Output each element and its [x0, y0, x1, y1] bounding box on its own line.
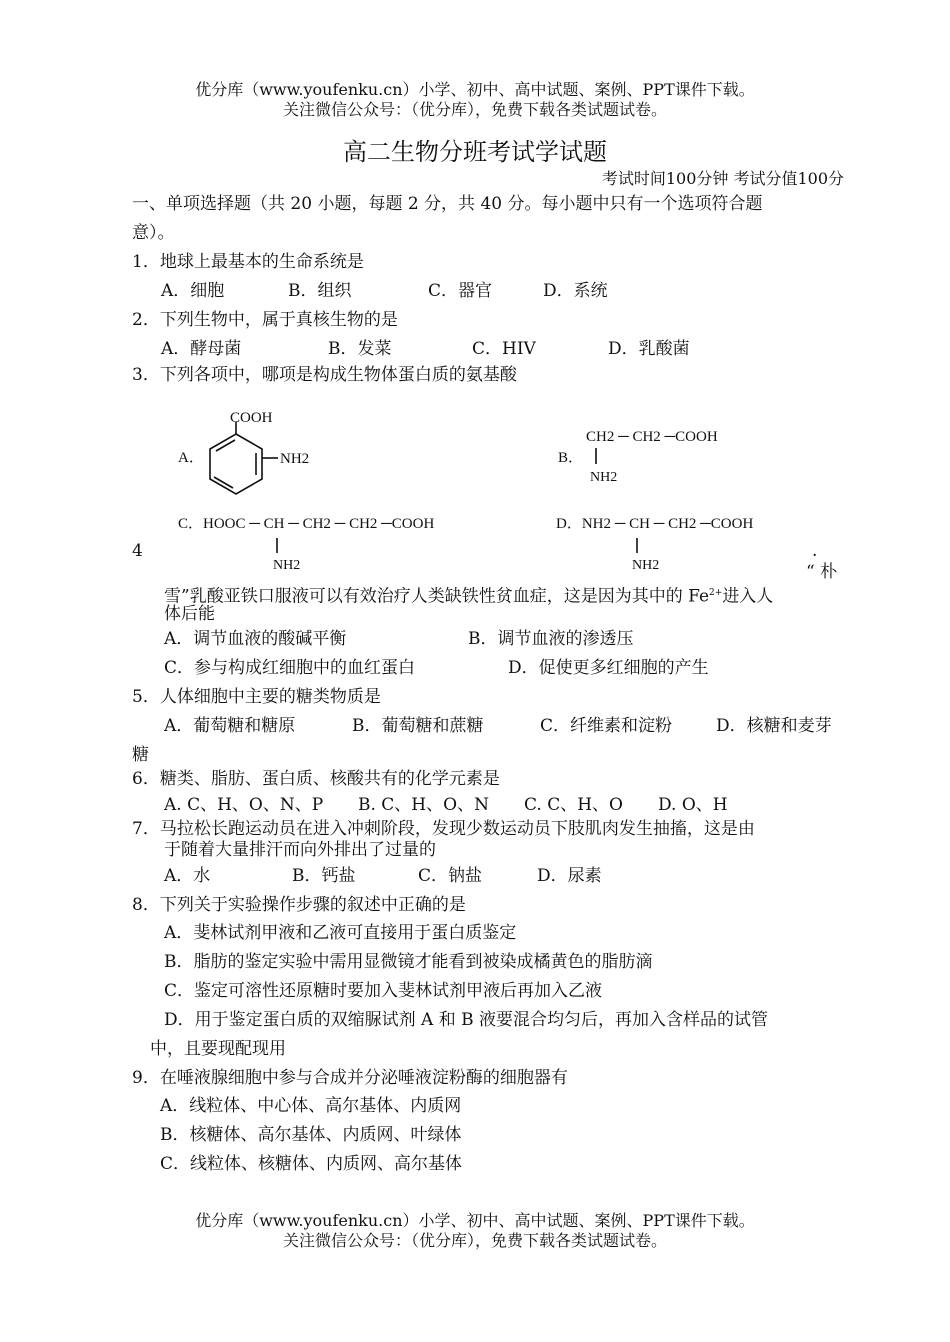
q5-option-c: C．纤维素和淀粉 — [540, 716, 673, 736]
q5-option-a: A．葡萄糖和糖原 — [164, 716, 296, 736]
q3-b-label: B． — [558, 450, 584, 466]
footer-line-1: 优分库（www.youfenku.cn）小学、初中、高中试题、案例、PPT课件下载。 — [195, 1211, 755, 1230]
q9-option-c: C．线粒体、核糖体、内质网、高尔基体 — [160, 1154, 463, 1174]
header-line-2: 关注微信公众号：（优分库），免费下载各类试题试卷。 — [282, 100, 667, 119]
q7-option-b: B．钙盐 — [292, 866, 356, 886]
q9-option-b: B．核糖体、高尔基体、内质网、叶绿体 — [160, 1125, 462, 1145]
q2-option-a: A．酵母菌 — [161, 339, 242, 359]
q6-option-c: C. C、H、O — [524, 795, 623, 815]
page-title: 高二生物分班考试学试题 — [343, 138, 607, 166]
q5-option-d-continued: 糖 — [132, 745, 149, 765]
q2-stem: 2．下列生物中，属于真核生物的是 — [132, 310, 398, 330]
q1-stem: 1．地球上最基本的生命系统是 — [132, 252, 364, 272]
q7-stem-line-1: 7．马拉松长跑运动员在进入冲刺阶段，发现少数运动员下肢肌肉发生抽搐，这是由 — [132, 819, 755, 839]
q3-d-nh2: NH2 — [632, 558, 660, 573]
q3-c-chain: C．HOOC ─ CH ─ CH2 ─ CH2 ─COOH — [178, 516, 435, 532]
q3-c-nh2: NH2 — [273, 558, 301, 573]
q1-option-a: A．细胞 — [161, 281, 225, 301]
q7-option-d: D．尿素 — [537, 866, 602, 886]
q4-quote: “ 朴 — [806, 562, 838, 582]
exam-meta: 考试时间100分钟 考试分值100分 — [601, 169, 844, 188]
q2-option-c: C．HIV — [472, 339, 536, 359]
q4-option-d: D．促使更多红细胞的产生 — [508, 658, 709, 678]
footer-line-2: 关注微信公众号：（优分库），免费下载各类试题试卷。 — [282, 1231, 667, 1250]
q1-option-d: D．系统 — [543, 281, 608, 301]
q4-stem-line-2: 体后能 — [164, 604, 215, 624]
q3-stem: 3．下列各项中，哪项是构成生物体蛋白质的氨基酸 — [132, 365, 517, 385]
q4-stem-part-a: 雪”乳酸亚铁口服液可以有效治疗人类缺铁性贫血症，这是因为其中的 Fe — [164, 586, 710, 607]
q6-option-b: B. C、H、O、N — [358, 795, 489, 815]
q7-stem-line-2: 于随着大量排汗而向外排出了过量的 — [164, 840, 436, 860]
q8-option-c: C．鉴定可溶性还原糖时要加入斐林试剂甲液后再加入乙液 — [164, 981, 603, 1001]
q1-option-b: B．组织 — [288, 281, 352, 301]
q4-option-a: A．调节血液的酸碱平衡 — [164, 629, 347, 649]
section-heading-line-1: 一、单项选择题（共 20 小题，每题 2 分，共 40 分。每小题中只有一个选项符合题 — [132, 194, 763, 214]
benzene-ring-icon — [210, 422, 278, 494]
q8-option-d-continued: 中，且要现配现用 — [150, 1039, 286, 1059]
q7-option-a: A．水 — [164, 866, 211, 886]
q3-d-chain: D．NH2 ─ CH ─ CH2 ─COOH — [556, 516, 754, 532]
q4-dot: . — [812, 541, 818, 561]
q4-option-b: B．调节血液的渗透压 — [468, 629, 634, 649]
q4-number: 4 — [132, 541, 143, 561]
section-heading-line-2: 意）。 — [132, 223, 175, 243]
q2-option-b: B．发菜 — [328, 339, 392, 359]
q6-option-d: D. O、H — [658, 795, 728, 815]
q3-b-nh2: NH2 — [590, 470, 618, 485]
q1-option-c: C．器官 — [428, 281, 493, 301]
q8-option-d: D．用于鉴定蛋白质的双缩脲试剂 A 和 B 液要混合均匀后，再加入含样品的试管 — [164, 1010, 769, 1030]
q4-stem-line-1 — [164, 582, 773, 608]
q8-option-b: B．脂肪的鉴定实验中需用显微镜才能看到被染成橘黄色的脂肪滴 — [164, 952, 653, 972]
q8-stem: 8．下列关于实验操作步骤的叙述中正确的是 — [132, 895, 466, 915]
q8-option-a: A．斐林试剂甲液和乙液可直接用于蛋白质鉴定 — [164, 923, 517, 943]
q7-option-c: C．钠盐 — [418, 866, 483, 886]
q9-option-a: A．线粒体、中心体、高尔基体、内质网 — [160, 1096, 462, 1116]
q4-superscript: 2+ — [709, 588, 723, 598]
q3-a-nh2: NH2 — [280, 451, 310, 467]
q6-stem: 6．糖类、脂肪、蛋白质、核酸共有的化学元素是 — [132, 769, 500, 789]
header-line-1: 优分库（www.youfenku.cn）小学、初中、高中试题、案例、PPT课件下载。 — [195, 80, 755, 99]
q5-option-d: D．核糖和麦芽 — [716, 716, 832, 736]
q6-option-a: A. C、H、O、N、P — [164, 795, 324, 815]
q5-stem: 5．人体细胞中主要的糖类物质是 — [132, 687, 381, 707]
q3-a-cooh: COOH — [230, 410, 273, 426]
q3-structures-figure — [170, 400, 820, 575]
q2-option-d: D．乳酸菌 — [608, 339, 690, 359]
q4-stem-part-b: 进入人 — [722, 586, 774, 607]
q3-b-chain: CH2 ─ CH2 ─COOH — [586, 429, 718, 445]
q5-option-b: B．葡萄糖和蔗糖 — [352, 716, 484, 736]
q3-a-label: A． — [178, 450, 204, 466]
q4-option-c: C．参与构成红细胞中的血红蛋白 — [164, 658, 416, 678]
q9-stem: 9．在唾液腺细胞中参与合成并分泌唾液淀粉酶的细胞器有 — [132, 1068, 568, 1088]
